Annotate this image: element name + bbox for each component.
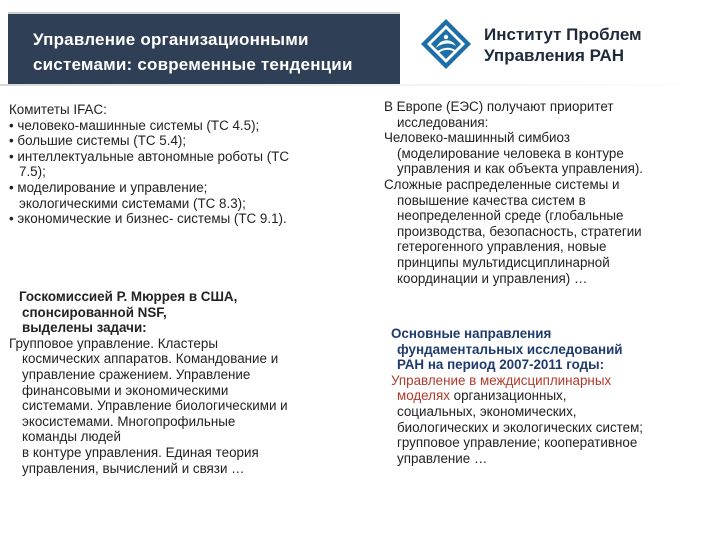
ran-heading-line: фундаментальных исследований — [397, 341, 623, 357]
ran-highlight-line: Управление в междисциплинарных — [391, 372, 612, 388]
nsf-heading-line: выделены задачи: — [22, 320, 147, 336]
nsf-block — [9, 289, 288, 476]
ifac-line: 7.5); — [19, 164, 46, 180]
ran-line: биологических и экологических систем; — [397, 419, 644, 435]
ifac-heading: Комитеты IFAC: — [9, 102, 107, 117]
nsf-line: управления, вычислений и связи … — [22, 460, 245, 476]
organization-name — [484, 24, 642, 66]
eu-line: В Европе (ЕЭС) получают приоритет — [384, 99, 614, 114]
ran-heading-line: РАН на период 2007-2011 годы: — [397, 357, 605, 373]
ifac-line: • моделирование и управление; — [9, 179, 208, 195]
eu-line: управления и как объекта управления). — [397, 161, 643, 177]
ifac-line: • человеко-машинные системы (TC 4.5); — [9, 117, 260, 133]
eu-line: Человеко-машинный симбиоз — [384, 130, 570, 146]
organization-name-line-1: Институт Проблем — [484, 25, 642, 44]
eu-line: гетерогенного управления, новые — [397, 239, 607, 255]
eu-line: принципы мультидисциплинарной — [397, 254, 610, 270]
slide-title-line-1: Управление организационными — [33, 30, 309, 49]
ifac-line: • большие системы (TC 5.4); — [9, 133, 187, 149]
nsf-line: космических аппаратов. Командование и — [22, 351, 279, 367]
ifac-line: • интеллектуальные автономные роботы (TC — [9, 148, 290, 164]
nsf-heading-line: спонсированной NSF, — [22, 304, 167, 320]
nsf-line: системами. Управление биологическими и — [22, 398, 288, 414]
nsf-heading-line: Госкомиссией Р. Мюррея в США, — [19, 289, 238, 304]
nsf-line: в контуре управления. Единая теория — [22, 444, 259, 460]
slide-title-line-2: системами: современные тенденции — [33, 55, 353, 74]
ifac-line: • экономические и бизнес- системы (TC 9.1). — [9, 211, 287, 227]
nsf-line: экосистемами. Многопрофильные — [22, 413, 236, 429]
nsf-line: финансовыми и экономическими — [22, 382, 229, 398]
ran-block — [384, 326, 643, 466]
eu-line: исследования: — [397, 114, 489, 130]
eu-line: повышение качества систем в — [397, 192, 586, 208]
ran-line: управление … — [397, 450, 488, 466]
ran-highlight-word: моделях — [397, 388, 450, 404]
organization-name-line-2: Управления РАН — [484, 46, 625, 65]
eu-line: неопределенной среде (глобальные — [397, 208, 624, 224]
header-divider — [0, 84, 720, 86]
ran-tail-text: организационных, — [449, 388, 567, 404]
eu-line: координации и управления) … — [397, 270, 588, 286]
ran-heading-line: Основные направления — [391, 326, 552, 341]
eu-line: производства, безопасность, стратегии — [397, 223, 642, 239]
nsf-line: команды людей — [22, 429, 121, 445]
title-band — [8, 12, 400, 86]
ifac-block — [9, 102, 289, 227]
nsf-line: управление сражением. Управление — [22, 366, 251, 382]
ipu-logo-icon — [420, 18, 472, 70]
ran-line: социальных, экономических, — [397, 403, 577, 419]
slide-header — [0, 0, 720, 84]
nsf-line: Групповое управление. Кластеры — [9, 335, 218, 351]
ran-line: групповое управление; кооперативное — [397, 435, 638, 451]
ifac-line: экологическими системами (TC 8.3); — [19, 195, 246, 211]
ran-mixed-line — [384, 388, 643, 404]
eu-line: Сложные распределенные системы и — [384, 176, 620, 192]
eu-line: (моделирование человека в контуре — [397, 145, 624, 161]
eu-block — [384, 99, 643, 286]
